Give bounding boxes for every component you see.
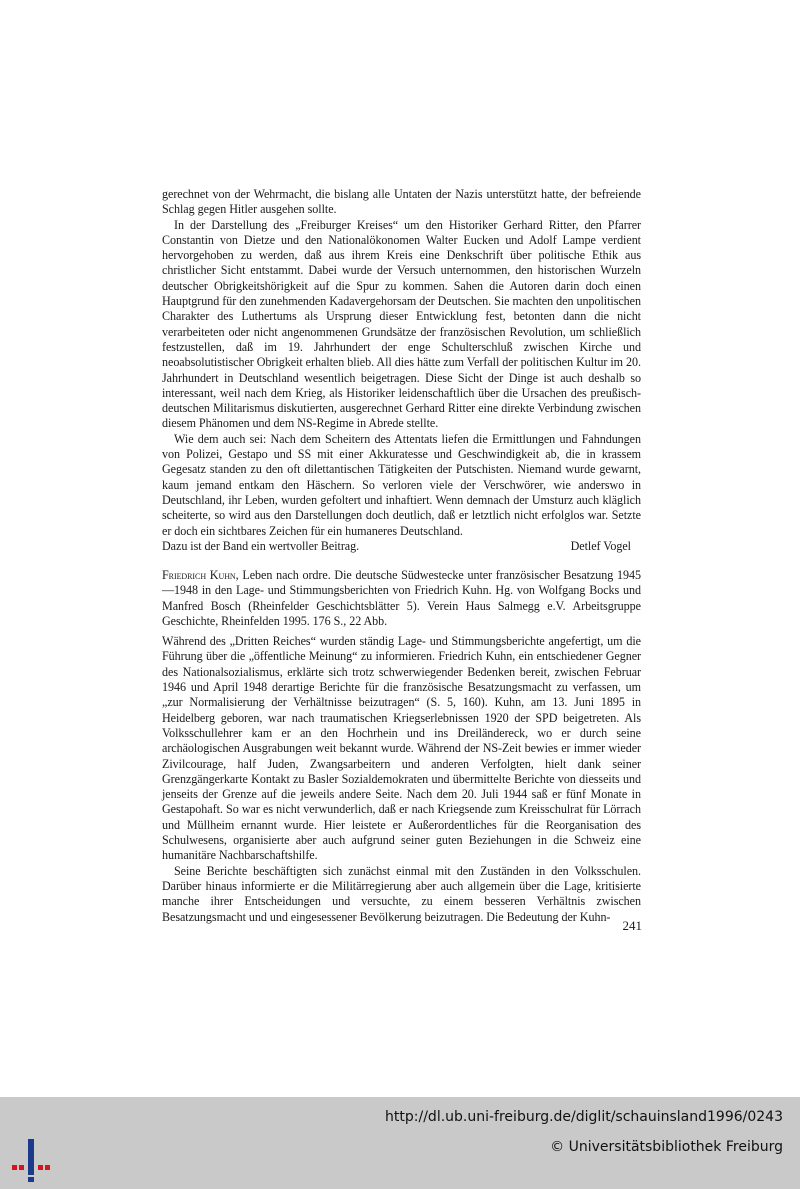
paragraph: Wie dem auch sei: Nach dem Scheitern des Attentats liefen die Ermittlungen und Fahndungen von Polizei, Gestapo und SS mit einer Akkuratesse und Geschwindigkeit ab, die in krassem Gegesatz standen zu den oft dilettantischen Tätigkeiten der Putschisten. Niemand wurde gewarnt, kaum jemand entkam den Häschern. So verloren viele der Verschwörer, wie anderswo in Deutschland, ihr Leben, wurden gefoltert und inhaftiert. Wenn demnach der Umsturz auch kläglich scheiterte, so wird aus den Darstellungen doch deutlich, daß er letztlich nicht erfolglos war. Setzte er doch ein sichtbares Zeichen für ein humaneres Deutschland. bbox=[162, 431, 641, 538]
reviewer-signature: Detlef Vogel bbox=[570, 538, 631, 553]
paragraph: Seine Berichte beschäftigten sich zunächst einmal mit den Zuständen in den Volksschulen. Darüber hinaus informierte er die Militärregierung aber auch allgemein über die Lage, kritisierte manche ihrer Entscheidungen und versuchte, zu einem besseren Verhältnis zwischen Besatzungsmacht und und eingesessener Bevölkerung beizutragen. Die Bedeutung der Kuhn- bbox=[162, 863, 641, 924]
book-author: Friedrich Kuhn, bbox=[162, 568, 239, 582]
paragraph: gerechnet von der Wehrmacht, die bislang alle Untaten der Nazis unterstützt hatte, der befreiende Schlag gegen Hitler ausgehen sollte. bbox=[162, 187, 641, 217]
permalink-url[interactable]: http://dl.ub.uni-freiburg.de/diglit/schauinsland1996/0243 bbox=[385, 1109, 783, 1125]
closing-sentence: Dazu ist der Band ein wertvoller Beitrag. bbox=[162, 538, 360, 553]
page-number: 241 bbox=[622, 918, 642, 933]
closing-line bbox=[162, 539, 641, 554]
book-details: Leben nach ordre. Die deutsche Südwestecke unter französischer Besatzung 1945—1948 in den Lage- und Stimmungsberichten von Friedrich Kuhn. Hg. von Wolfgang Bocks und Manfred Bosch (Rheinfelder Geschichtsblätter 5). Verein Haus Salmegg e.V. Arbeitsgruppe Geschichte, Rheinfelden 1995. 176 S., 22 Abb. bbox=[162, 568, 641, 628]
paragraph: In der Darstellung des „Freiburger Kreises“ um den Historiker Gerhard Ritter, den Pfarrer Constantin von Dietze und den Nationalökonomen Walter Eucken und Adolf Lampe verdient hervorgehoben zu werden, daß aus ihrem Kreis eine Denkschrift über politische Ethik aus christlicher Sicht entstammt. Dabei wurde der Versuch unternommen, den historischen Wurzeln deutscher Obrigkeitshörigkeit auf die Spur zu kommen. Sahen die Autoren darin doch einen Hauptgrund für den zunehmenden Kadavergehorsam der Deutschen. Sie machten den unpolitischen Charakter des Luthertums als Ursprung dieser Entwicklung fest, betonten dann die nicht verarbeiteten oder nicht angenommenen Grundsätze der französischen Revolution, um schließlich festzustellen, daß im 19. Jahrhundert der enge Schulterschluß zwischen Kirche und neoabsolutistischer Obrigkeit erhalten blieb. All dies hätte zum Verfall der politischen Kultur im 20. Jahrhundert in Deutschland wesentlich beigetragen. Diese Sicht der Dinge ist auch deshalb so interessant, weil nach dem Krieg, als Historiker leidenschaftlich über die Ursachen des preußisch-deutschen Militarismus diskutierten, ausgerechnet Gerhard Ritter eine direkte Verbindung zwischen diesem Phänomen und dem NS-Regime in Abrede stellte. bbox=[162, 217, 641, 431]
viewer-footer bbox=[0, 1097, 800, 1189]
review-1-text bbox=[162, 187, 641, 554]
ub-freiburg-logo-icon bbox=[10, 1137, 52, 1183]
book-citation bbox=[162, 568, 641, 629]
review-2-text bbox=[162, 568, 641, 925]
paragraph: Während des „Dritten Reiches“ wurden ständig Lage- und Stimmungsberichte angefertigt, um die Führung über die „öffentliche Meinung“ zu informieren. Friedrich Kuhn, ein entschiedener Gegner des Nationalsozialismus, erklärte sich trotz schwerwiegender Bedenken bereit, zwischen Februar 1946 und April 1948 derartige Berichte für die französische Besatzungsmacht zu verfassen, um „zur Normalisierung der Verhältnisse beizutragen“ (S. 5, 160). Kuhn, am 13. Juni 1895 in Heidelberg geboren, war nach traumatischen Kriegserlebnissen 1920 der SPD beigetreten. Als Volksschullehrer kam er an den Hochrhein und ins Dreiländereck, wo er durch seine archäologischen Ausgrabungen weit bekannt wurde. Während der NS-Zeit bewies er immer wieder Zivilcourage, half Juden, Zwangsarbeitern und anderen Verfolgten, hielt dank seiner Grenzgängerkarte Kontakt zu Basler Sozialdemokraten und übermittelte Berichte von diesseits und jenseits der Grenze auf die jeweils andere Seite. Nach dem 20. Juli 1944 saß er fünf Monate in Gestapohaft. So war es nicht verwunderlich, daß er nach Kriegsende zum Kreisschulrat für Lörrach und Müllheim ernannt wurde. Hier leistete er Außerordentliches für die Reorganisation des Schulwesens, organisierte aber auch aufgrund seiner guten Beziehungen in die Schweiz eine humanitäre Nachbarschaftshilfe. bbox=[162, 634, 641, 863]
copyright-notice: © Universitätsbibliothek Freiburg bbox=[550, 1139, 783, 1155]
